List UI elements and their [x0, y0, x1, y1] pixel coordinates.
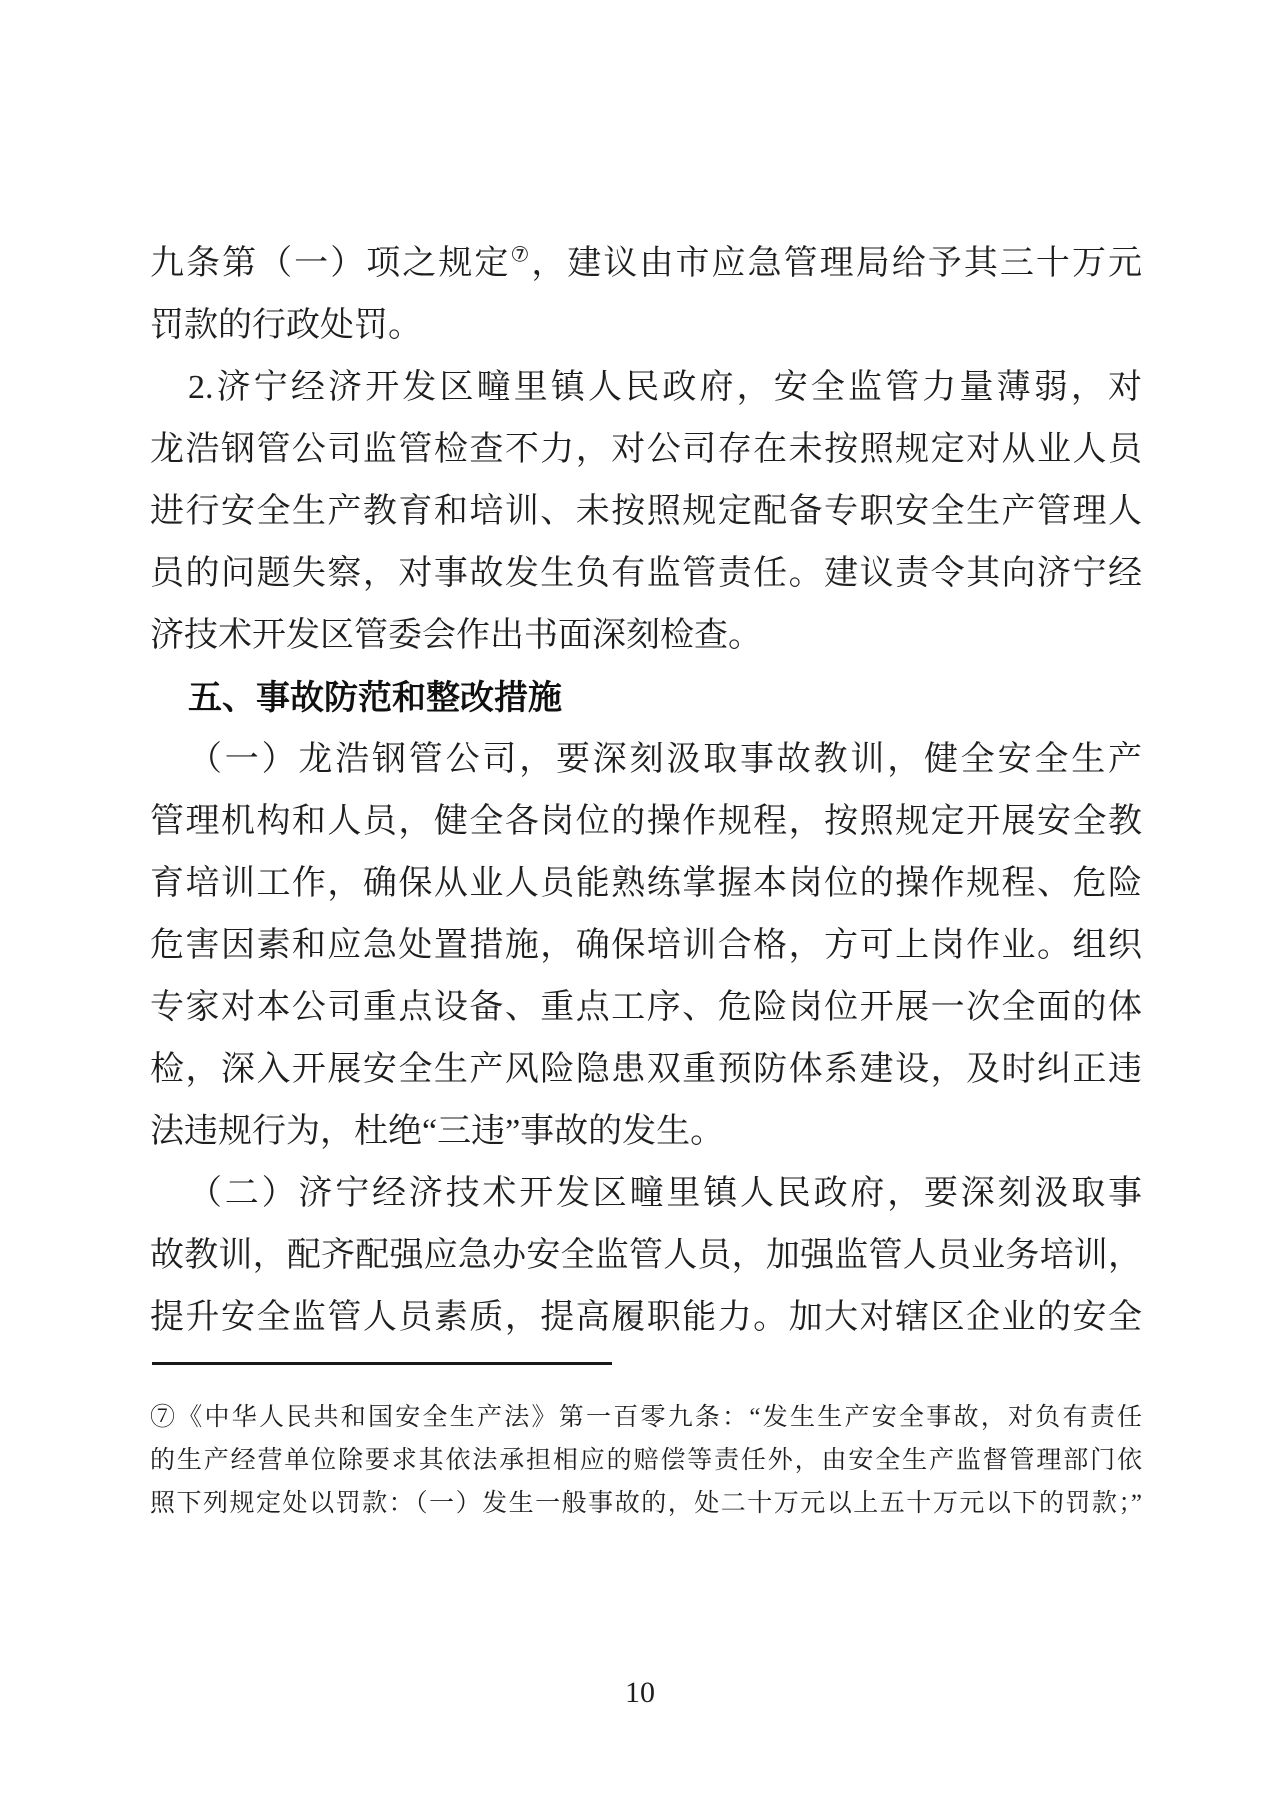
footnote-line: 照下列规定处以罚款：（一）发生一般事故的，处二十万元以上五十万元以下的罚款；”: [150, 1490, 1142, 1517]
footnote-separator-rule: [152, 1362, 612, 1365]
body-text-line: 罚款的行政处罚。: [150, 307, 422, 344]
footnote-line: 的生产经营单位除要求其依法承担相应的赔偿等责任外，由安全生产监督管理部门依: [150, 1447, 1142, 1474]
body-text-line: 龙浩钢管公司监管检查不力，对公司存在未按照规定对从业人员: [150, 431, 1142, 468]
body-text-line: 进行安全生产教育和培训、未按照规定配备专职安全生产管理人: [150, 493, 1142, 530]
text-segment: ，建议由市应急管理局给予其三十万元: [531, 245, 1143, 282]
body-text-line: 提升安全监管人员素质，提高履职能力。加大对辖区企业的安全: [150, 1299, 1142, 1336]
page-number: 10: [625, 1676, 655, 1709]
body-text-line: 2.济宁经济开发区疃里镇人民政府，安全监管力量薄弱，对: [188, 369, 1142, 406]
body-text-line: 危害因素和应急处置措施，确保培训合格，方可上岗作业。组织: [150, 927, 1142, 964]
footnotes: [150, 1396, 1142, 1525]
body-text-line: 育培训工作，确保从业人员能熟练掌握本岗位的操作规程、危险: [150, 865, 1142, 902]
body-text-line: （一）龙浩钢管公司，要深刻汲取事故教训，健全安全生产: [188, 741, 1142, 778]
body-text-line: [150, 233, 1142, 295]
paragraph: [150, 357, 1142, 667]
body-text-line: 管理机构和人员，健全各岗位的操作规程，按照规定开展安全教: [150, 803, 1142, 840]
body-text-line: 员的问题失察，对事故发生负有监管责任。建议责令其向济宁经: [150, 555, 1142, 592]
body-text-line: 专家对本公司重点设备、重点工序、危险岗位开展一次全面的体: [150, 989, 1142, 1026]
text-segment: 九条第（一）项之规定: [150, 245, 511, 282]
footnote-text-segment: 《中华人民共和国安全生产法》第一百零九条：“发生生产安全事故，对负有责任: [177, 1404, 1142, 1431]
document-body: [150, 233, 1142, 1349]
footnote-line: [150, 1396, 1142, 1439]
body-text-line: 检，深入开展安全生产风险隐患双重预防体系建设，及时纠正违: [150, 1051, 1142, 1088]
paragraph: [150, 233, 1142, 357]
footnote-7-marker: ⑦: [150, 1404, 178, 1431]
body-text-line: 故教训，配齐配强应急办安全监管人员，加强监管人员业务培训，: [150, 1237, 1142, 1274]
footnote-reference-7: ⑦: [510, 242, 532, 267]
body-text-line: 济技术开发区管委会作出书面深刻检查。: [150, 617, 762, 654]
section-5-heading: 五、事故防范和整改措施: [188, 679, 562, 717]
paragraph: [150, 1163, 1142, 1349]
body-text-line: 法违规行为，杜绝“三违”事故的发生。: [150, 1113, 725, 1150]
paragraph: [150, 729, 1142, 1163]
body-text-line: （二）济宁经济技术开发区疃里镇人民政府，要深刻汲取事: [188, 1175, 1142, 1212]
